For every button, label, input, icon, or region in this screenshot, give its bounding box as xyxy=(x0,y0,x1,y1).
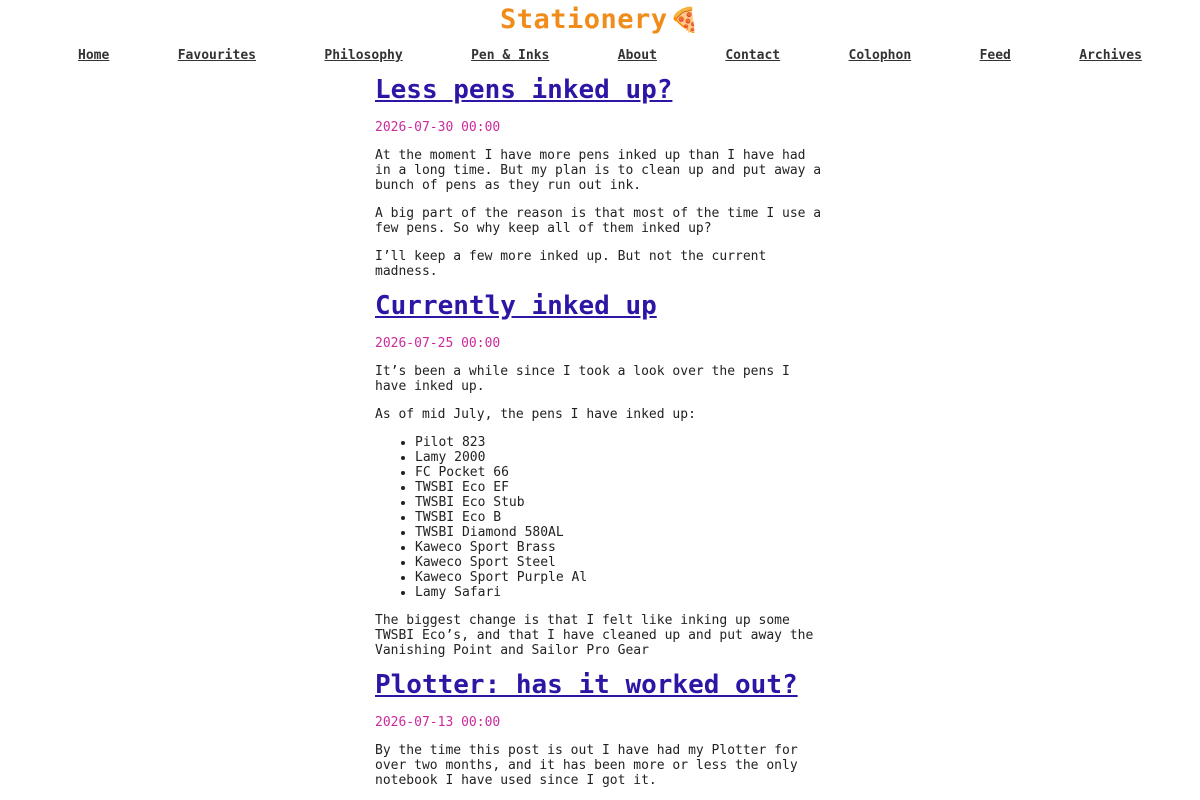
list-item: • Pilot 823 xyxy=(415,435,825,450)
list-item: • Kaweco Sport Steel xyxy=(415,555,825,570)
post-title-link[interactable]: Less pens inked up? xyxy=(375,75,673,105)
main-nav xyxy=(60,48,1160,63)
post-list xyxy=(375,72,825,800)
site-title[interactable] xyxy=(0,2,1200,38)
site-title-text[interactable]: Stationery xyxy=(500,4,668,35)
nav-favourites[interactable]: Favourites xyxy=(177,48,256,63)
nav-colophon[interactable]: Colophon xyxy=(848,48,912,63)
post-title-link[interactable]: Currently inked up xyxy=(375,291,657,321)
list-item: • Kaweco Sport Purple Al xyxy=(415,570,825,585)
list-item: • Kaweco Sport Brass xyxy=(415,540,825,555)
list-item: • TWSBI Eco EF xyxy=(415,480,825,495)
nav-contact[interactable]: Contact xyxy=(725,48,781,63)
post-paragraph: By the time this post is out I have had my Plotter for over two months, and it has been more or less the only notebook I have used since I got it. xyxy=(375,743,798,788)
list-item: • TWSBI Eco Stub xyxy=(415,495,825,510)
post-paragraph: A big part of the reason is that most of the time I use a few pens. So why keep all of them inked up? xyxy=(375,206,822,236)
list-item: • TWSBI Diamond 580AL xyxy=(415,525,825,540)
post-paragraph: As of mid July, the pens I have inked up: xyxy=(375,407,696,422)
post-paragraph: The biggest change is that I felt like inking up some TWSBI Eco’s, and that I have cleaned up and put away the Vanishing Point and Sailor Pro Gear xyxy=(375,613,814,658)
post-paragraph: I’ll keep a few more inked up. But not the current madness. xyxy=(375,249,767,279)
nav-home[interactable]: Home xyxy=(78,48,110,63)
pizza-icon: 🍕 xyxy=(669,6,700,34)
nav-pen-inks[interactable]: Pen & Inks xyxy=(471,48,550,63)
post xyxy=(375,667,825,788)
post-date: 2026-07-25 00:00 xyxy=(375,336,501,351)
post-title xyxy=(375,72,825,108)
post-title xyxy=(375,288,825,324)
post-date: 2026-07-30 00:00 xyxy=(375,120,501,135)
nav-archives[interactable]: Archives xyxy=(1079,48,1142,63)
nav-about[interactable]: About xyxy=(617,48,657,63)
nav-philosophy[interactable]: Philosophy xyxy=(324,48,403,63)
post-paragraph: It’s been a while since I took a look over the pens I have inked up. xyxy=(375,364,790,394)
nav-feed[interactable]: Feed xyxy=(979,48,1011,63)
list-item: • FC Pocket 66 xyxy=(415,465,825,480)
post xyxy=(375,72,825,279)
list-item: • Lamy Safari xyxy=(415,585,825,600)
list-item: • Lamy 2000 xyxy=(415,450,825,465)
post-title xyxy=(375,667,825,703)
post-paragraph: At the moment I have more pens inked up than I have had in a long time. But my plan is to clean up and put away a bunch of pens as they run out ink. xyxy=(375,148,822,193)
pen-list xyxy=(375,435,825,600)
post-title-link[interactable]: Plotter: has it worked out? xyxy=(375,670,798,700)
post xyxy=(375,288,825,658)
list-item: • TWSBI Eco B xyxy=(415,510,825,525)
post-date: 2026-07-13 00:00 xyxy=(375,715,501,730)
